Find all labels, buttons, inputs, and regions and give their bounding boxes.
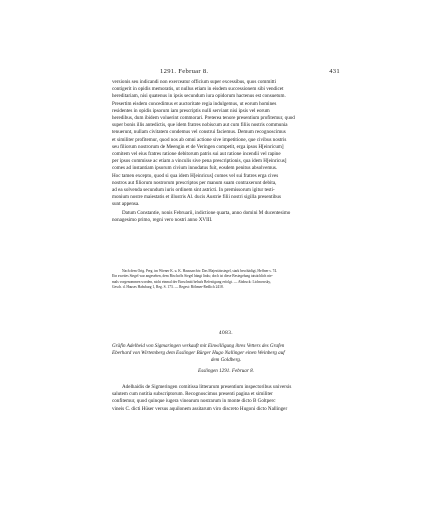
- body-line: contigerit in opidis memoratis, ut nullus etiam in eisdem successionem sibi vendicet: [112, 86, 284, 93]
- body-line: heredibus, dum ibidem voluerint commorari. Preterea tenore presentium profitemur, quod: [112, 115, 295, 122]
- body-line: Adelhaidis de Sigmeringen comitissa litterarum presentium inspectoribus universis: [122, 384, 292, 390]
- note-line: mals vorgenommen worden, nicht einmal der Einschnitt behufs Befestigung erfolgt. — Abdruck: Lichnowsky,: [112, 279, 271, 284]
- body-line: ad ea solvenda secundum iuris ordinem sint astricti. In premissorum igitur testi-: [112, 187, 275, 194]
- body-line: salutem cum notitia subscriptorum. Recognoscimus presenti pagina et similiter: [112, 391, 273, 398]
- body-line: Hoc tamen excepto, quod si qua idem H[einricus] comes vel sui fratres erga cives: [112, 172, 279, 179]
- dateline: Esslingen 1291. Februar 8.: [198, 368, 254, 374]
- body-line: sunt appensa.: [112, 201, 140, 208]
- editorial-notes: [112, 269, 340, 291]
- regest-line: Gräfin Adelheid von Sigmaringen verkauft mit Einwilligung ihres Vetters des Grafen: [112, 343, 285, 349]
- datum-line: nonagesimo primo, regni vero nostri anno XVIII.: [112, 217, 213, 224]
- regest-line: Eberhard von Wirtemberg dem Esslinger Bürger Hugo Nallinger einen Weinberg auf: [112, 350, 285, 357]
- body-line: confitemur, quod quinque iugera vinearum nostrarum in monte dicto B Goltperc: [112, 398, 276, 405]
- second-charter-body: [112, 384, 340, 413]
- running-head: [112, 67, 340, 77]
- body-line: et similiter profitemur, quod nos ab omni actione sive impetitione, que civibus nostris: [112, 136, 287, 143]
- body-line: tenuerunt, nullam civitatem condemus vel construi faciemus. Demum recognoscimus: [112, 129, 286, 136]
- body-line: versionis seu indicandi non exerceatur officium super excessibus, quos committi: [112, 79, 276, 85]
- body-line: comitem vel eius fratres ratione debitorum patris sui aut ratione incendii vel rapine: [112, 151, 281, 158]
- datum-line: Datum Constantie, nonis Februarii, indictione quarta, anno domini M ducentesimo: [122, 210, 291, 216]
- document-number: 4083.: [218, 330, 234, 336]
- body-line: seu filiorum nostrorum de Meengin et de Veringen competit, erga ipsos H[einricum]: [112, 143, 284, 150]
- regest-line: dem Goldberg.: [210, 357, 242, 364]
- datum-clause: [112, 210, 340, 224]
- body-line: residentes in opidis ipsorum iam prescriptis nulli serviant nisi ipsis vel eorum: [112, 107, 270, 114]
- body-line: per ipsos commisse ac etiam a vinculis sive pena prescriptionis, qua idem H[einricus]: [112, 158, 287, 165]
- regest-summary: [112, 343, 340, 365]
- body-line: hereditariam, nisi quatenus in ipsis secundum iura opidorum hactenus est consuetum.: [112, 93, 286, 100]
- body-line: vineis C. dicti Hüser versus aquilonem assitarum viro discreto Hugoni dicto Nallinger: [112, 405, 288, 412]
- charter-body: [112, 79, 340, 209]
- note-line: Gesch. d. Hauses Habsburg 1, Reg. S. 173. — Regest: Böhmer-Redlich 2418.: [112, 285, 224, 290]
- page-number: 431: [329, 68, 340, 75]
- note-line: Nach dem Orig. Perg. im Wiener K. u. K. Haussarchiv. Das Majestätssiegel, stark beschädigt, Heffner s. 74.: [122, 269, 278, 273]
- body-line: monium nostre maiestatis et illustris Al. ducis Austrie filii nostri sigilla presentibus: [112, 194, 281, 201]
- body-line: Presertim eisdem concedimus et auctoritate regia indulgemus, ut eorum homines: [112, 100, 277, 107]
- body-line: nostros aut filiorum nostrorum prescriptos per manum suam contraxerunt debita,: [112, 179, 277, 186]
- note-line: Ein zweites Siegel war angesehen, dem Bischoffs Siegel hängt links; doch ist diese Besiegelung tatsächlich nie-: [112, 274, 273, 279]
- body-line: comes ad instantiam ipsorum civium innodatus fuit, eosdem penitus absolvemus.: [112, 165, 278, 172]
- running-head-date: 1291. Februar 8.: [160, 68, 209, 75]
- body-line: super bonis illis antedictis, que idem fratres nobiscum aut cum filiis nostris communia: [112, 122, 288, 129]
